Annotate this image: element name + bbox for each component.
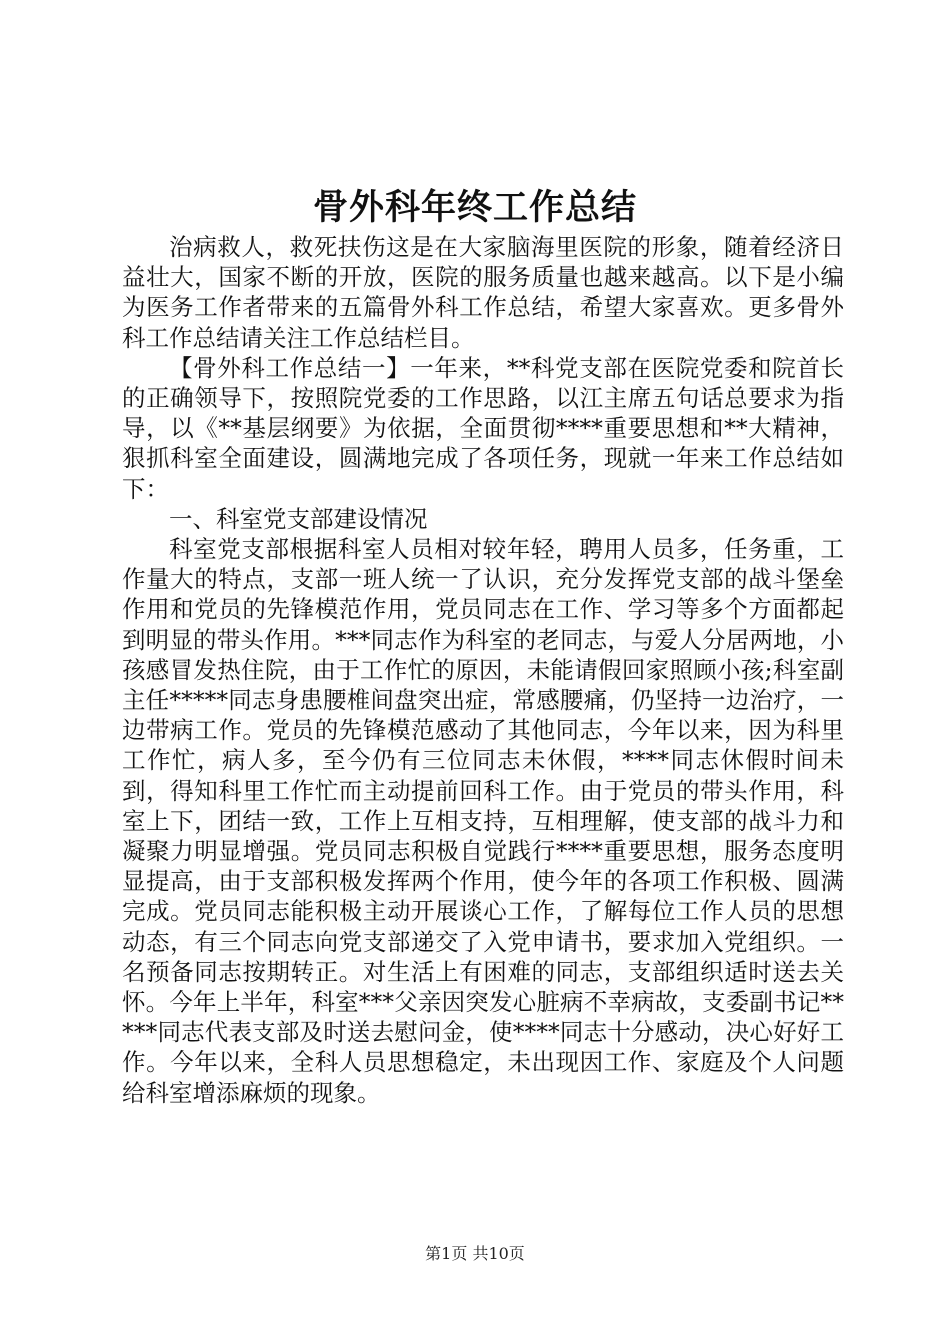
section-body-paragraph: 科室党支部根据科室人员相对较年轻，聘用人员多，任务重，工作量大的特点，支部一班人统一了认识，充分发挥党支部的战斗堡垒作用和党员的先锋模范作用，党员同志在工作、学习等多个方面都起到明显的带头作用。***同志作为科室的老同志，与爱人分居两地，小孩感冒发热住院，由于工作忙的原因，未能请假回家照顾小孩;科室副主任*****同志身患腰椎间盘突出症，常感腰痛，仍坚持一边治疗，一边带病工作。党员的先锋模范感动了其他同志，今年以来，因为科里工作忙，病人多，至今仍有三位同志未休假，****同志休假时间未到，得知科里工作忙而主动提前回科工作。由于党员的带头作用，科室上下，团结一致，工作上互相支持，互相理解，使支部的战斗力和凝聚力明显增强。党员同志积极自觉践行****重要思想，服务态度明显提高，由于支部积极发挥两个作用，使今年的各项工作积极、圆满完成。党员同志能积极主动开展谈心工作，了解每位工作人员的思想动态，有三个同志向党支部递交了入党申请书，要求加入党组织。一名预备同志按期转正。对生活上有困难的同志，支部组织适时送去关怀。今年上半年，科室***父亲因突发心脏病不幸病故，支委副书记*****同志代表支部及时送去慰问金，使****同志十分感动，决心好好工作。今年以来，全科人员思想稳定，未出现因工作、家庭及个人问题给科室增添麻烦的现象。 (122, 535, 844, 1107)
summary-one-paragraph: 【骨外科工作总结一】一年来，**科党支部在医院党委和院首长的正确领导下，按照院党委的工作思路，以江主席五句话总要求为指导，以《**基层纲要》为依据，全面贯彻****重要思想和**大精神，狠抓科室全面建设，圆满地完成了各项任务，现就一年来工作总结如下： (122, 353, 844, 503)
page-number-footer: 第1页 共10页 (425, 1244, 525, 1263)
intro-paragraph: 治病救人，救死扶伤这是在大家脑海里医院的形象，随着经济日益壮大，国家不断的开放，医院的服务质量也越来越高。以下是小编为医务工作者带来的五篇骨外科工作总结，希望大家喜欢。更多骨外科工作总结请关注工作总结栏目。 (122, 233, 844, 352)
document-title: 骨外科年终工作总结 (312, 187, 637, 228)
document-body (122, 232, 844, 1108)
section-heading: 一、科室党支部建设情况 (169, 504, 428, 533)
